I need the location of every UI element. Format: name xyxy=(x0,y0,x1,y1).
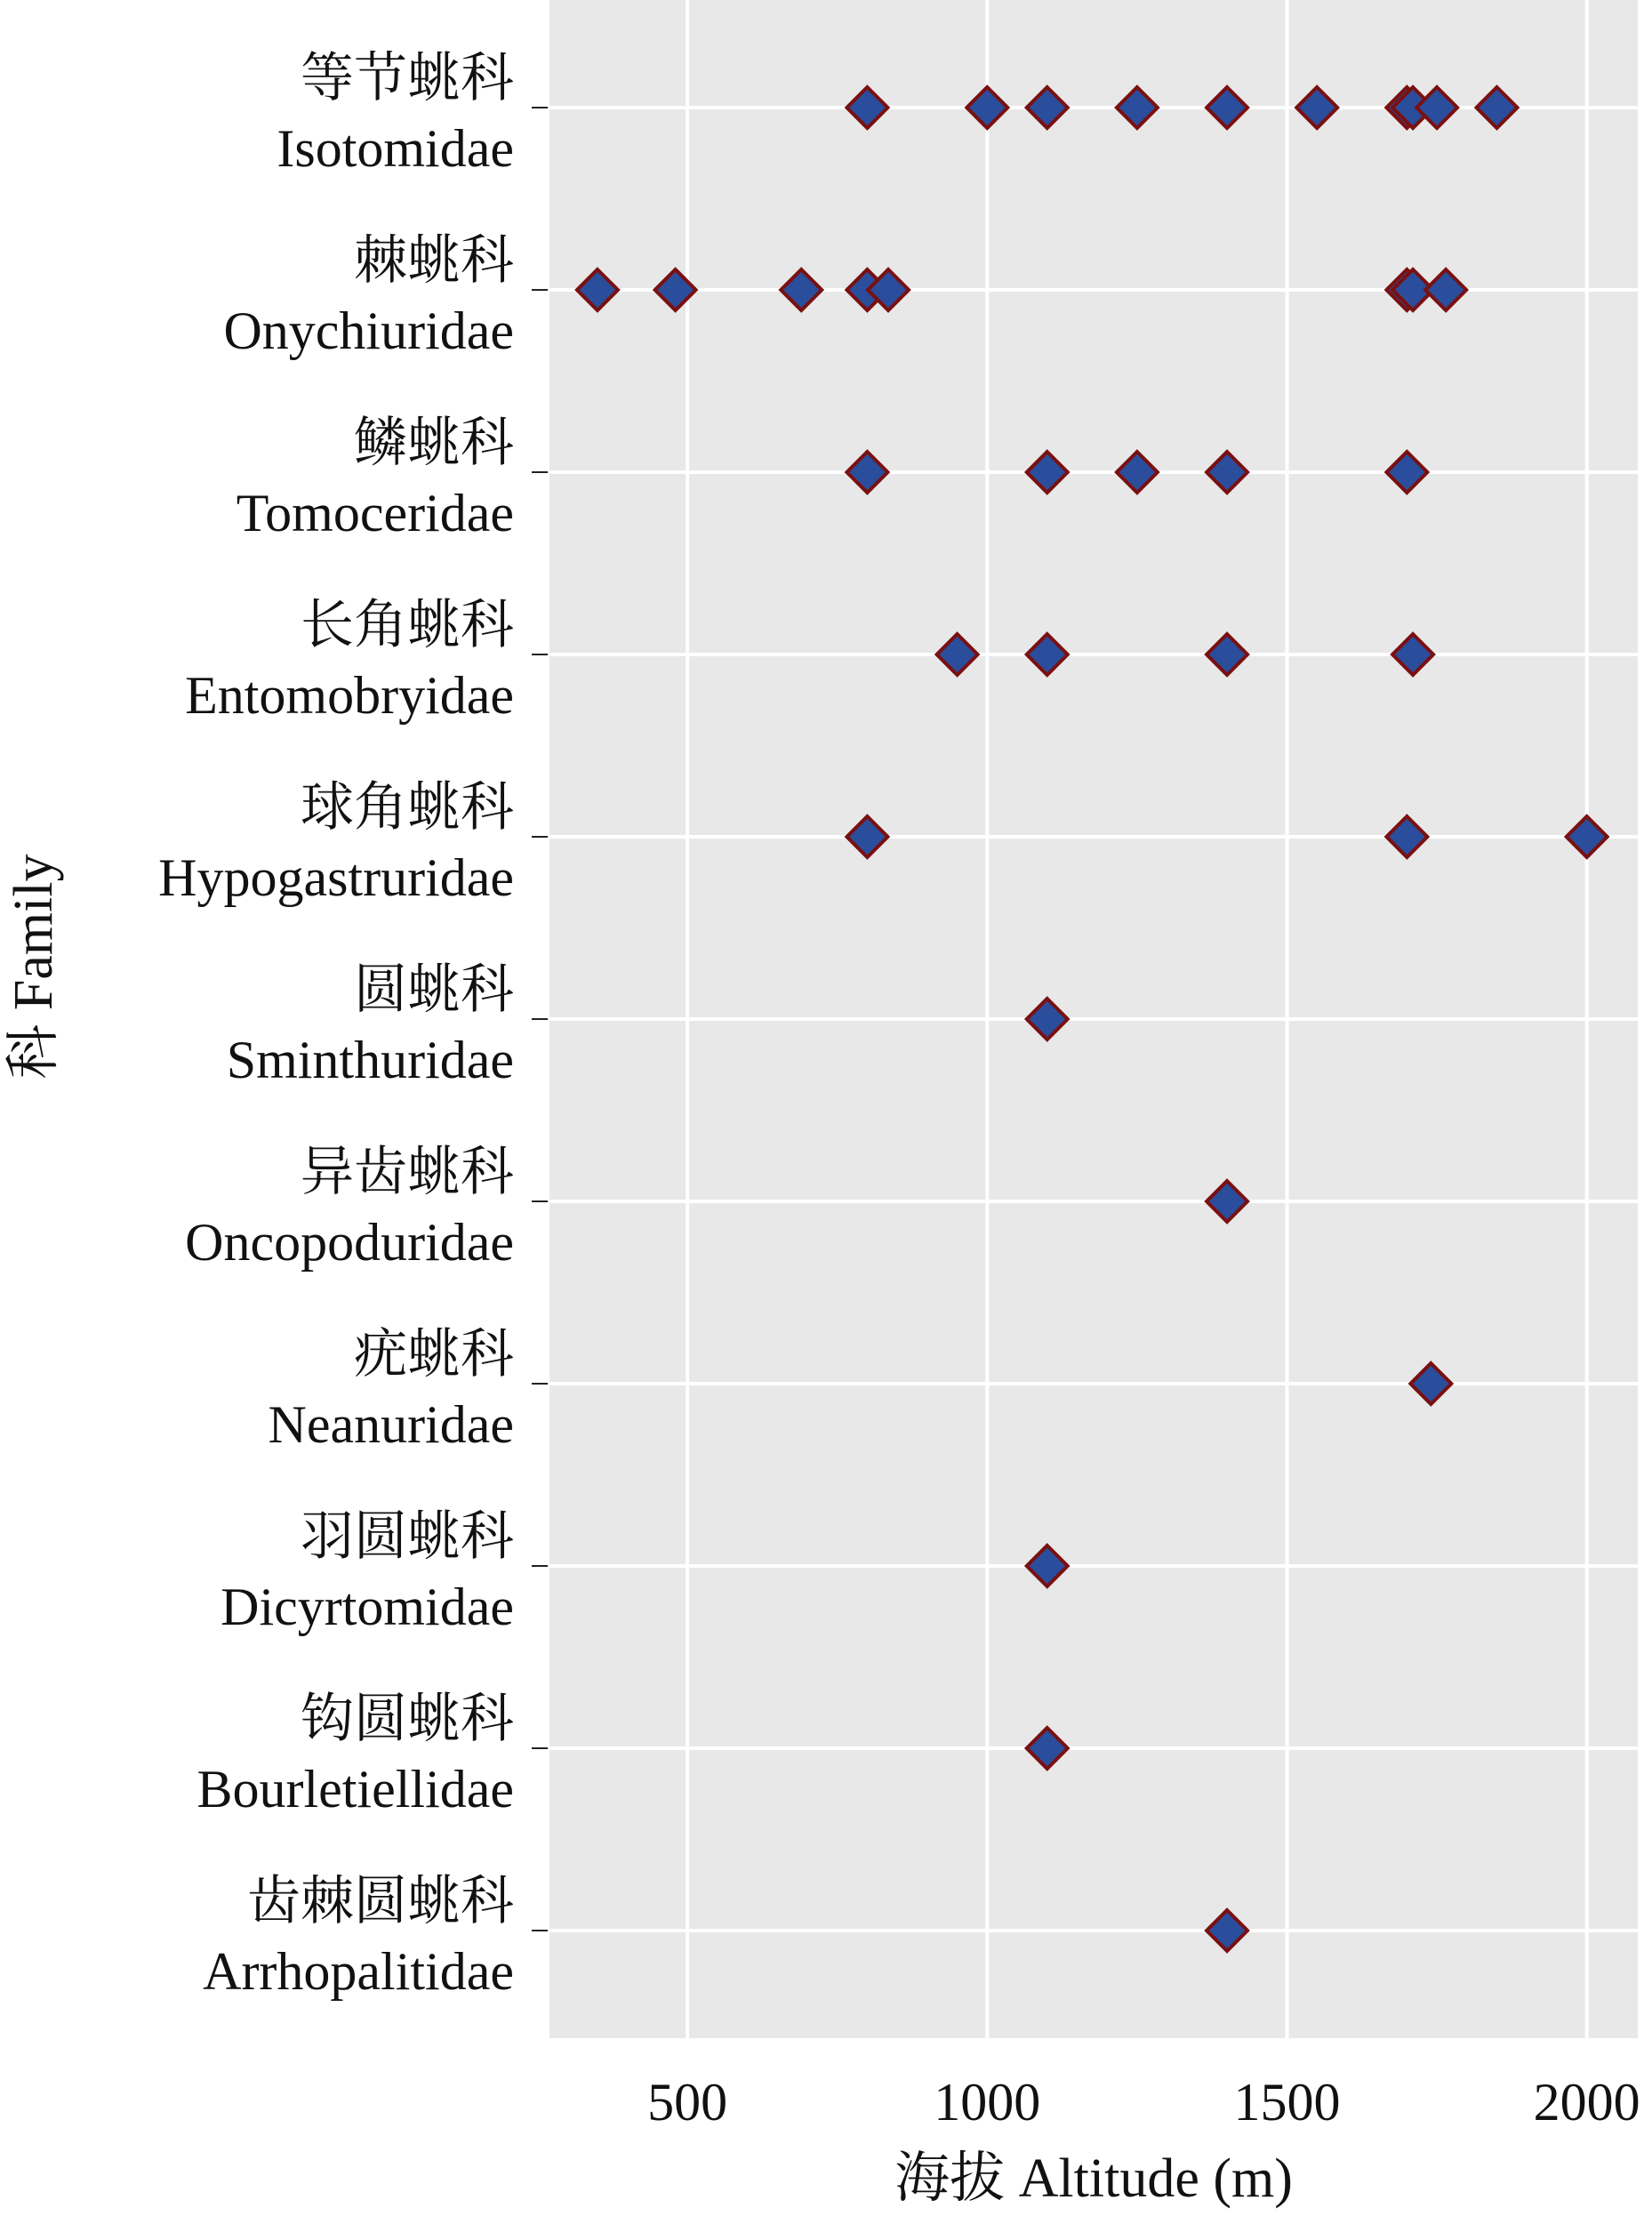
y-tick-label-en: Sminthuridae xyxy=(226,1031,514,1089)
y-tick-label-cn: 鳞䖴科 xyxy=(354,413,514,472)
y-tick-label-en: Neanuridae xyxy=(268,1395,514,1454)
y-tick-label-cn: 棘䖴科 xyxy=(354,231,514,290)
y-tick-label-en: Hypogastruridae xyxy=(158,848,514,907)
y-tick-label-cn: 齿棘圆䖴科 xyxy=(247,1872,514,1931)
y-axis-labels xyxy=(158,49,514,2001)
y-tick-label-en: Oncopoduridae xyxy=(185,1213,514,1272)
y-tick-label-en: Bourletiellidae xyxy=(196,1760,514,1819)
y-tick-label-cn: 钩圆䖴科 xyxy=(301,1690,514,1748)
y-axis-ticks xyxy=(532,108,548,1931)
x-tick-label: 2000 xyxy=(1533,2073,1640,2132)
y-tick-label-en: Arrhopalitidae xyxy=(203,1942,514,2001)
y-tick-label-cn: 羽圆䖴科 xyxy=(301,1507,514,1566)
y-tick-label-cn: 异齿䖴科 xyxy=(301,1143,514,1201)
y-tick-label-cn: 长角䖴科 xyxy=(301,596,514,654)
y-tick-label-en: Onychiuridae xyxy=(223,301,514,360)
y-tick-label-en: Isotomidae xyxy=(277,119,514,178)
x-tick-label: 1000 xyxy=(934,2073,1041,2132)
y-tick-label-cn: 疣䖴科 xyxy=(354,1325,514,1384)
y-tick-label-cn: 等节䖴科 xyxy=(301,49,514,108)
x-tick-label: 500 xyxy=(647,2073,728,2132)
y-tick-label-en: Entomobryidae xyxy=(185,666,514,725)
y-tick-label-en: Tomoceridae xyxy=(236,484,514,542)
x-axis-title: 海拔 Altitude (m) xyxy=(894,2148,1293,2209)
x-axis-labels xyxy=(647,2073,1640,2132)
y-tick-label-en: Dicyrtomidae xyxy=(221,1578,514,1636)
x-tick-label: 1500 xyxy=(1233,2073,1341,2132)
y-axis-title: 科 Family xyxy=(4,854,64,1080)
y-tick-label-cn: 圆䖴科 xyxy=(354,960,514,1019)
y-tick-label-cn: 球角䖴科 xyxy=(301,778,514,837)
